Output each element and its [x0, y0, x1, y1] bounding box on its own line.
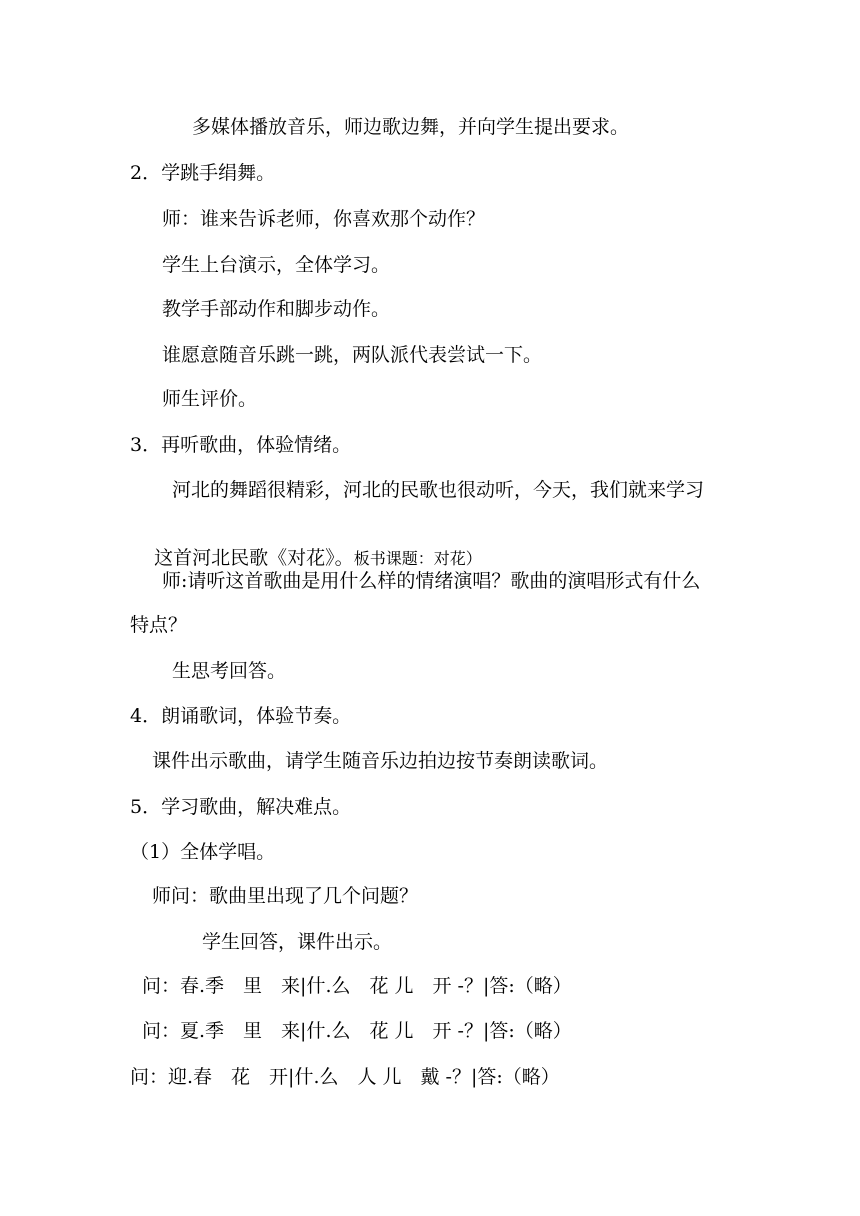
text-line-9: 河北的舞蹈很精彩，河北的民歌也很动听，今天，我们就来学习 [172, 479, 705, 501]
text-line-1: 多媒体播放音乐，师边歌边舞，并向学生提出要求。 [192, 116, 630, 138]
lyric-qa-1: 问：春.季 里 来|什.么 花 儿 开 -？|答:（略） [142, 975, 572, 997]
text-line-4: 学生上台演示，全体学习。 [162, 254, 391, 276]
text-line-11: 师:请听这首歌曲是用什么样的情绪演唱？歌曲的演唱形式有什么 [162, 570, 701, 592]
text-line-13: 生思考回答。 [172, 660, 287, 682]
text-line-6: 谁愿意随音乐跳一跳，两队派代表尝试一下。 [162, 344, 543, 366]
section-heading-4: 4．朗诵歌词，体验节奏。 [130, 705, 352, 727]
text-line-18: 师问：歌曲里出现了几个问题？ [152, 885, 419, 907]
text-line-3: 师：谁来告诉老师，你喜欢那个动作？ [162, 208, 486, 230]
section-heading-5: 5．学习歌曲，解决难点。 [130, 796, 352, 818]
lyric-qa-2: 问：夏.季 里 来|什.么 花 儿 开 -？|答:（略） [142, 1020, 572, 1042]
text-line-19: 学生回答，课件出示。 [202, 931, 393, 953]
text-line-7: 师生评价。 [162, 388, 258, 410]
text-line-5: 教学手部动作和脚步动作。 [162, 298, 391, 320]
section-heading-3: 3．再听歌曲，体验情绪。 [130, 434, 352, 456]
text-line-10-main: 这首河北民歌《对花》。 [154, 547, 354, 569]
text-line-10-small: 板书课题：对花） [353, 549, 482, 568]
text-line-15: 课件出示歌曲，请学生随音乐边拍边按节奏朗读歌词。 [152, 750, 609, 772]
lyric-qa-3: 问：迎.春 花 开|什.么 人 儿 戴 -？|答:（略） [130, 1066, 560, 1088]
subsection-heading-1: （1）全体学唱。 [130, 841, 276, 863]
text-line-12: 特点？ [130, 614, 188, 636]
section-heading-2: 2．学跳手绢舞。 [130, 162, 276, 184]
